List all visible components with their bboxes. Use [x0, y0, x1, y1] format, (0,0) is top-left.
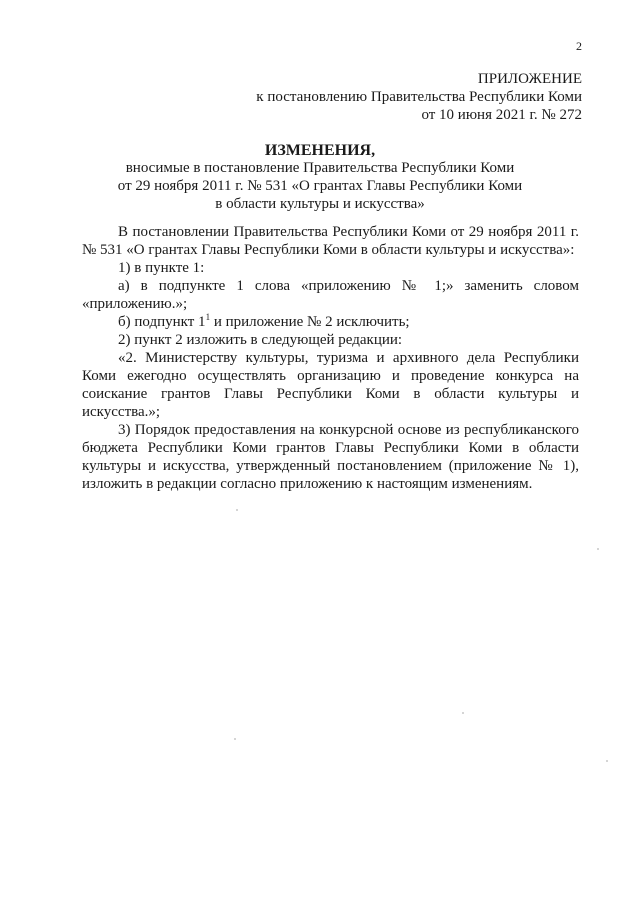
item-1: 1) в пункте 1: — [118, 260, 205, 276]
scan-speck — [606, 760, 608, 762]
item-1-b-start: б) подпункт 1 — [118, 314, 206, 330]
scan-speck — [597, 548, 599, 550]
intro-paragraph: В постановлении Правительства Республики Коми от 29 ноября 2011 г. № 531 «О грантах Главы Республики Коми в области культуры и искусства»: — [82, 224, 579, 258]
attachment-block — [222, 70, 582, 124]
attachment-heading: ПРИЛОЖЕНИЕ — [477, 71, 582, 87]
document-title: ИЗМЕНЕНИЯ, — [264, 142, 376, 159]
quoted-paragraph: «2. Министерству культуры, туризма и архивного дела Республики Коми ежегодно осуществлять организацию и проведение конкурса на соискание грантов Главы Республики Коми в области культуры и искусства.»; — [82, 350, 579, 420]
document-subtitle — [100, 159, 540, 213]
page-number: 2 — [576, 39, 582, 53]
item-2: 2) пункт 2 изложить в следующей редакции: — [118, 332, 403, 348]
document-body — [82, 223, 579, 493]
item-3: 3) Порядок предоставления на конкурсной основе из республиканского бюджета Республики Коми грантов Главы Республики Коми в области культуры и искусства, утвержденный постановлением (приложение № 1), изложить в редакции согласно приложению к настоящим изменениям. — [82, 422, 579, 492]
scan-speck — [234, 738, 236, 740]
subtitle-line-1: вносимые в постановление Правительства Республики Коми — [125, 160, 515, 176]
attachment-reference: к постановлению Правительства Республики Коми — [256, 89, 582, 105]
item-1-b-end: и приложение № 2 исключить; — [210, 314, 410, 330]
item-1-b-superscript: 1 — [205, 312, 211, 322]
scan-speck — [236, 509, 238, 511]
item-1-b — [82, 313, 579, 331]
scan-speck — [462, 712, 464, 714]
item-1-a: а) в подпункте 1 слова «приложению № 1;» заменить словом «приложению.»; — [82, 278, 579, 312]
subtitle-line-3: в области культуры и искусства» — [215, 196, 425, 212]
attachment-date: от 10 июня 2021 г. № 272 — [421, 107, 582, 123]
subtitle-line-2: от 29 ноября 2011 г. № 531 «О грантах Главы Республики Коми — [117, 178, 523, 194]
